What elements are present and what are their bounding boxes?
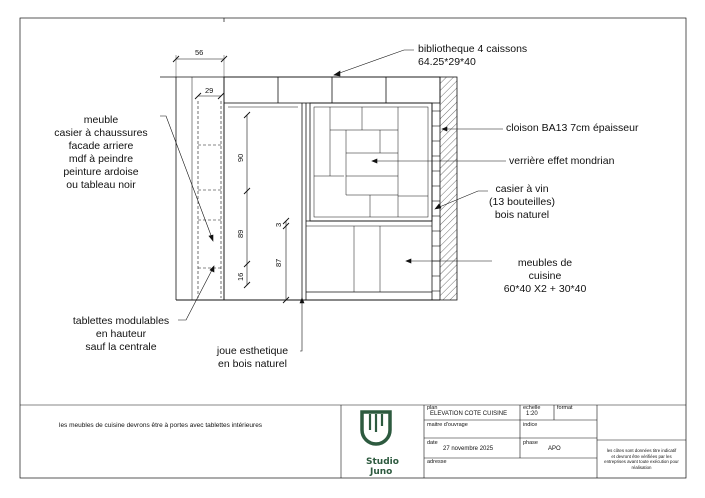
label-wine-rack <box>482 183 562 222</box>
wine-rack <box>432 103 440 300</box>
label-bookcase-line2: 64.25*29*40 <box>418 56 476 68</box>
title-block-note: les meubles de cuisine devrons être à portes avec tablettes intérieures <box>59 422 263 429</box>
label-shelves-line2: en hauteur <box>95 328 147 340</box>
label-side-panel <box>205 345 300 371</box>
bookcase <box>160 77 440 103</box>
label-wine-rack-line1: casier à vin <box>495 183 549 195</box>
label-shelves-line1: tablettes modulables <box>72 315 170 327</box>
label-shelves-line3: sauf la centrale <box>85 341 157 353</box>
label-side-panel-line2: en bois naturel <box>218 358 287 370</box>
phase-label: phase <box>523 440 538 446</box>
phase-value: APO <box>548 446 561 452</box>
format-label: format <box>557 405 573 411</box>
scale-value: 1:20 <box>526 411 538 417</box>
label-shoe-cabinet-line1: meuble <box>83 114 119 126</box>
address-label: adresse <box>427 459 447 465</box>
disclaimer-line3: entreprises avant toute exécution pour <box>604 459 679 464</box>
label-mondrian <box>509 155 614 168</box>
disclaimer-line4: réalisation <box>631 464 652 470</box>
label-kitchen-cabinets-line1: meubles de <box>517 257 573 269</box>
label-kitchen-cabinets-line2: cuisine <box>528 270 562 282</box>
dim-h-lower: 16 <box>236 272 245 281</box>
title-block-grid <box>20 405 686 478</box>
scale-label: echelle <box>523 405 541 411</box>
label-mondrian-line1: verrière effet mondrian <box>509 155 615 167</box>
logo-text-line1: Studio <box>366 457 399 467</box>
label-partition <box>506 122 639 135</box>
partition-wall <box>440 77 457 300</box>
label-partition-line1: cloison BA13 7cm épaisseur <box>506 122 639 134</box>
dim-h-upper: 90 <box>236 153 245 162</box>
date-label: date <box>427 440 438 446</box>
revision-label: indice <box>523 422 538 428</box>
client-label: maitre d'ouvrage <box>427 422 468 428</box>
disclaimer-line1: les côtes sont données titre indicatif <box>606 448 677 453</box>
label-shoe-cabinet-line5: peinture ardoise <box>63 166 139 178</box>
label-shoe-cabinet-line6: ou tableau noir <box>66 179 136 191</box>
label-side-panel-line1: joue esthetique <box>216 345 289 357</box>
dim-top-width: 56 <box>195 48 204 57</box>
tall-unit <box>224 103 306 300</box>
label-kitchen-cabinets <box>490 257 600 296</box>
label-bookcase <box>418 43 527 69</box>
dim-inner-width: 29 <box>205 86 214 95</box>
dimension-lines <box>173 55 289 303</box>
label-shoe-cabinet-line2: casier à chaussures <box>54 127 148 139</box>
disclaimer <box>599 448 684 470</box>
dim-h-middle: 89 <box>236 229 245 238</box>
kitchen-base-cabinets <box>306 221 432 300</box>
date-value: 27 novembre 2025 <box>443 446 494 452</box>
label-wine-rack-line2: (13 bouteilles) <box>489 196 555 208</box>
plan-value: ELEVATION COTE CUISINE <box>430 411 508 417</box>
plan-label: plan <box>427 405 438 411</box>
label-shelves <box>66 315 176 354</box>
studio-juno-logo <box>362 412 399 477</box>
dim-h-base: 87 <box>274 258 283 267</box>
label-bookcase-line1: bibliotheque 4 caissons <box>418 43 528 55</box>
label-shoe-cabinet <box>46 114 156 192</box>
shoe-cabinet <box>176 77 224 300</box>
mondrian-glass-partition <box>310 103 432 221</box>
label-wine-rack-line3: bois naturel <box>494 209 550 221</box>
dim-h-gap: 3 <box>274 222 283 227</box>
disclaimer-line2: et devront être vérifiées par les <box>611 453 672 459</box>
label-shoe-cabinet-line4: mdf à peindre <box>68 153 134 165</box>
label-kitchen-cabinets-line3: 60*40 X2 + 30*40 <box>503 283 587 295</box>
logo-text-line2: Juno <box>370 467 393 477</box>
sheet-border <box>20 18 686 478</box>
label-shoe-cabinet-line3: facade arriere <box>68 140 134 152</box>
